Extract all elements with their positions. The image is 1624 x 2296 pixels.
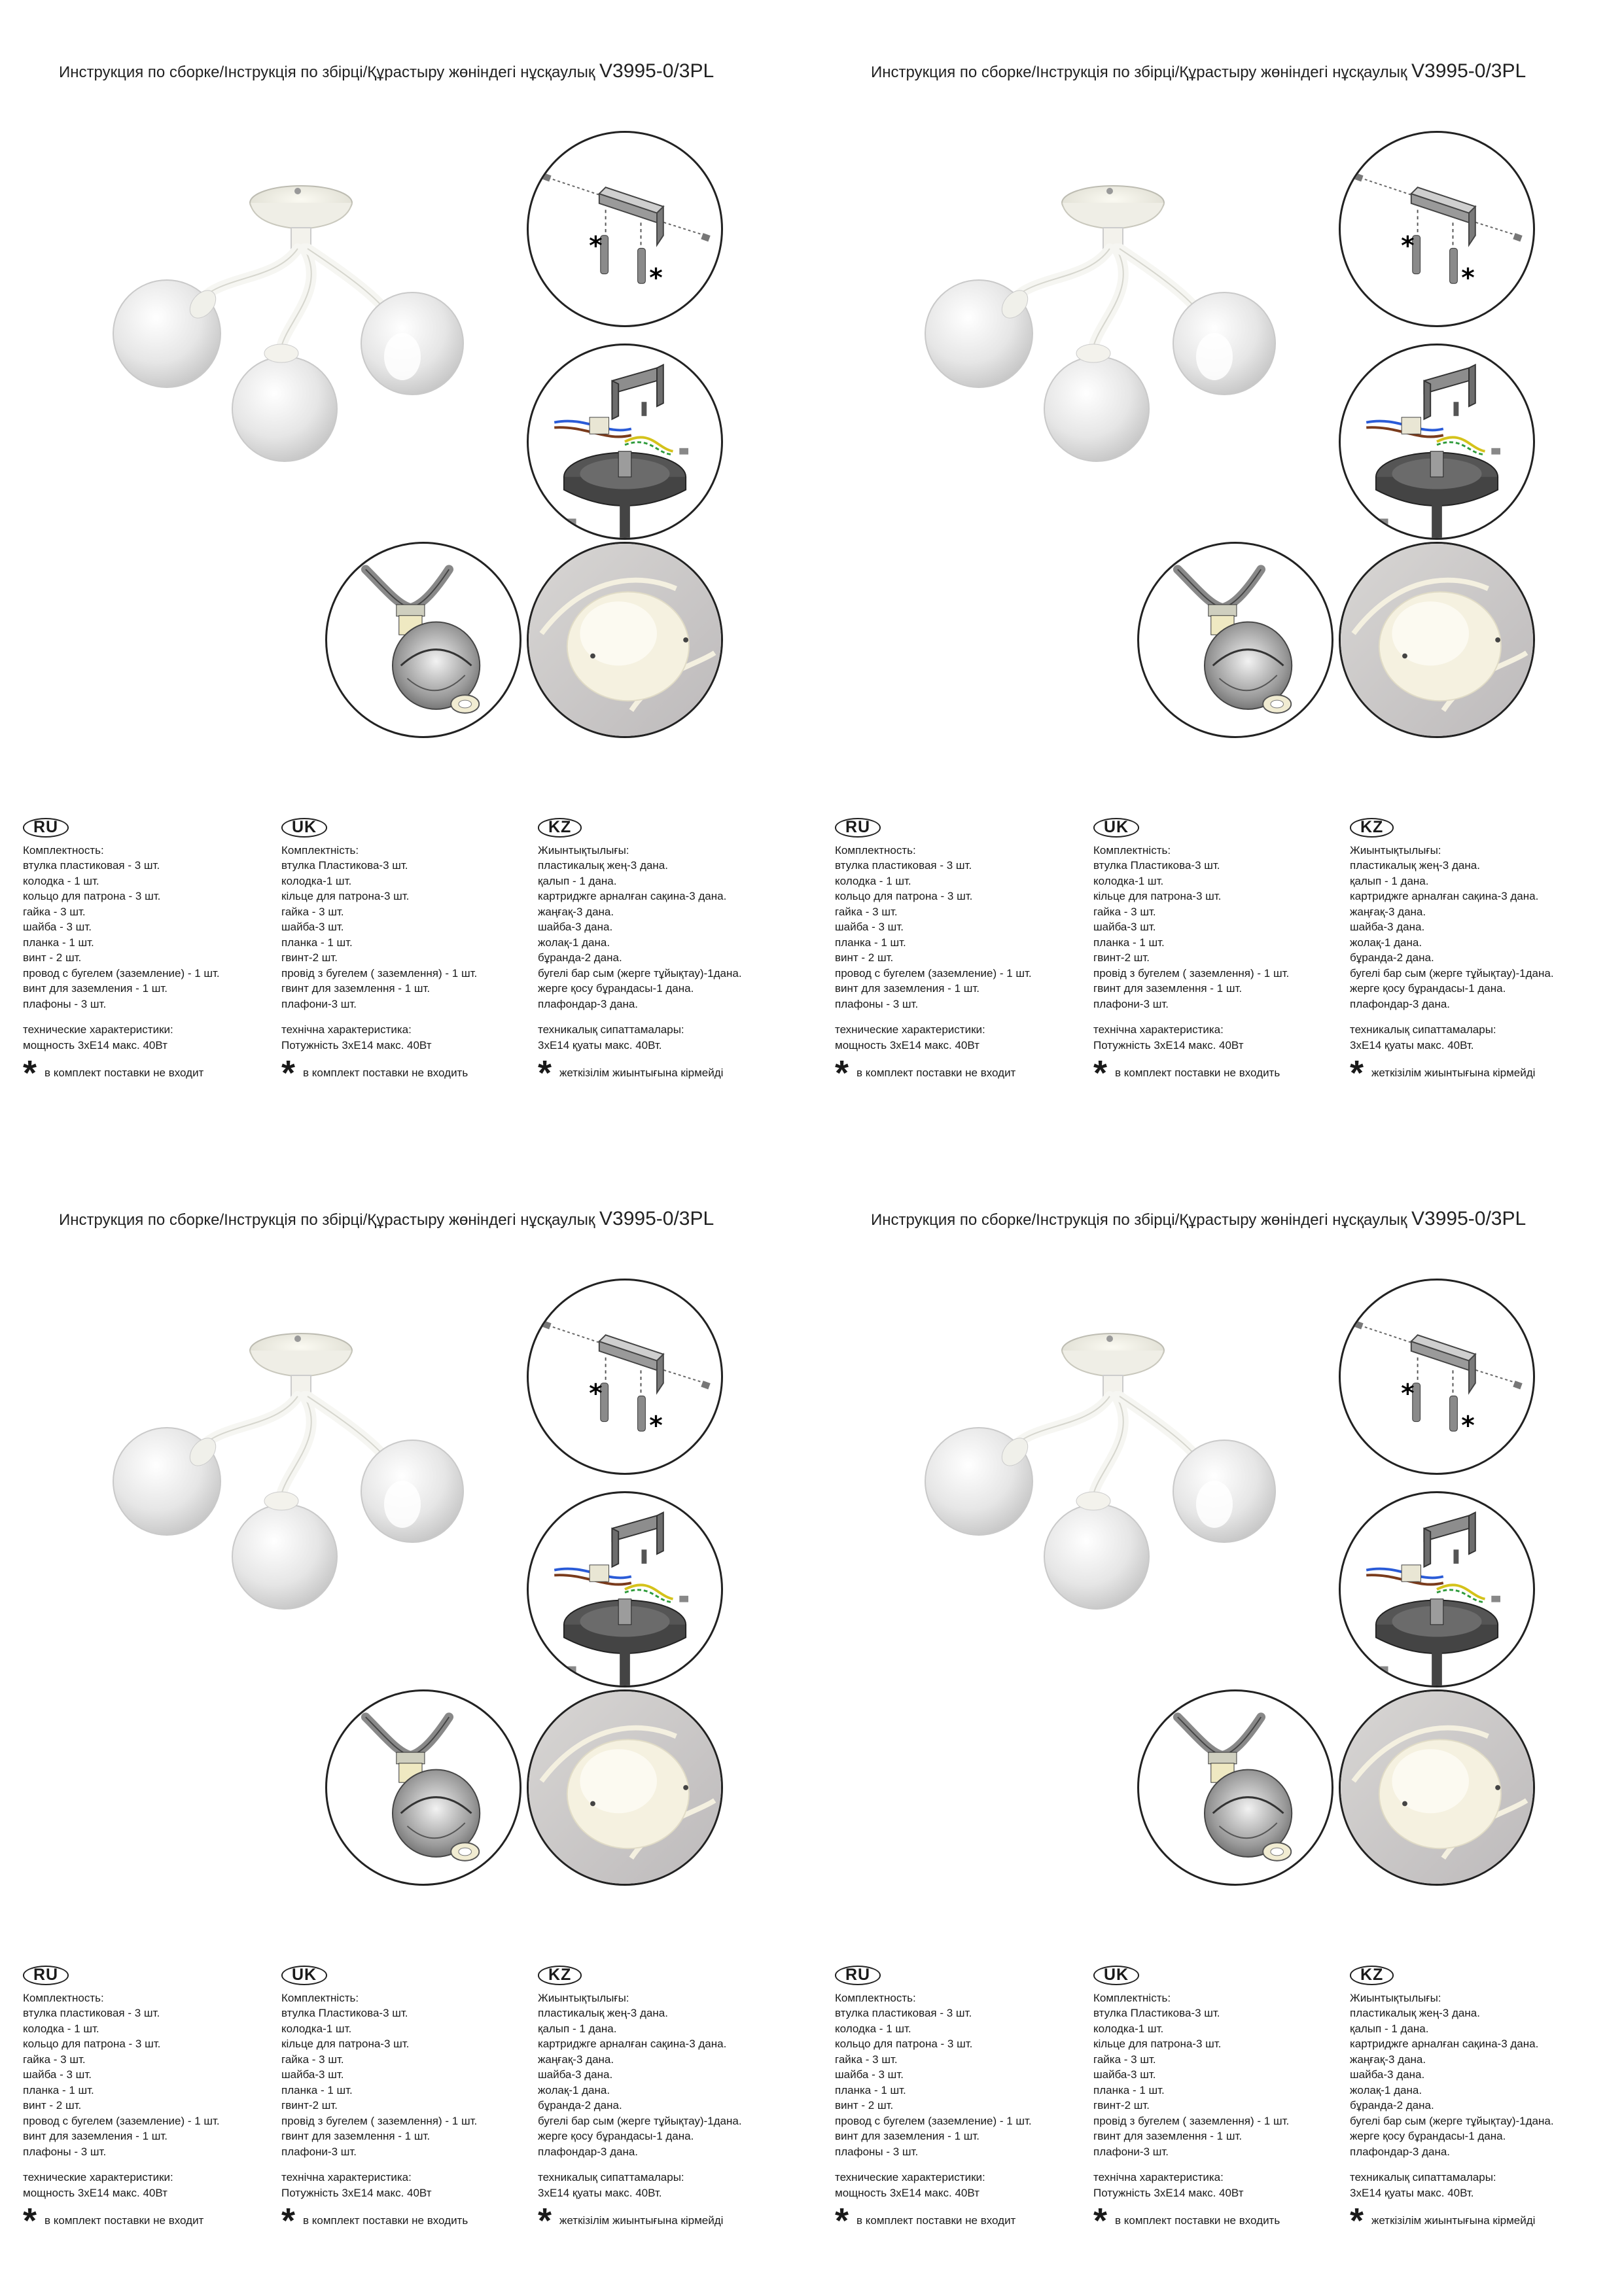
list-item: винт - 2 шт. [835,951,894,964]
specs-label: технічна характеристика: [281,2171,412,2183]
list-item: шайба - 3 шт. [835,2068,904,2081]
list-item: гайка - 3 шт. [281,2053,344,2066]
list-item: кільце для патрона-3 шт. [281,2038,410,2050]
list-item: бугелі бар сым (жерге тұйықтау)-1дана. [1350,2114,1554,2127]
list-item: жолақ-1 дана. [1350,2083,1422,2096]
list-item: бұранда-2 дана. [538,951,622,964]
mounting-bar-diagram [529,1280,721,1473]
list-item: бугелі бар сым (жерге тұйықтау)-1дана. [538,966,742,980]
list-item: гайка - 3 шт. [23,2053,86,2066]
list-item: винт - 2 шт. [23,2099,82,2111]
chandelier-illustration [105,177,491,478]
list-item: гвинт для заземлення - 1 шт. [1093,982,1243,995]
kit-list [281,2005,556,2159]
list-item: шайба - 3 шт. [835,921,904,933]
lang-badge: KZ [1350,818,1394,838]
kit-heading: Жиынтықтылығы: [1350,843,1441,857]
kit-list [1093,2005,1368,2159]
title-text: Инструкция по сборке/Інструкція по збірці/Құрастыру жөніндегі нұсқаулық [871,1211,1412,1229]
lang-badge: UK [281,1966,327,1985]
list-item: втулка Пластикова-3 шт. [281,859,408,872]
list-item: гвинт-2 шт. [1093,2099,1150,2111]
model-number: V3995-0/3PL [599,1208,715,1229]
shade-assembly-diagram [1139,1691,1332,1884]
list-item: плафони-3 шт. [1093,2145,1169,2158]
lang-badge: UK [1093,818,1139,838]
not-included-note [1350,2201,1624,2240]
list-item: планка - 1 шт. [281,936,353,949]
note-text: жеткізілім жиынтығына кірмейді [559,1067,724,1080]
list-item: планка - 1 шт. [835,936,906,949]
star-mark: * [23,1053,37,1093]
list-item: планка - 1 шт. [23,936,94,949]
list-item: плафони-3 шт. [1093,997,1169,1010]
kit-heading: Жиынтықтылығы: [538,843,629,857]
note-text: в комплект поставки не входит [856,2214,1016,2227]
list-item: планка - 1 шт. [23,2083,94,2096]
list-item: жаңғақ-3 дана. [1350,905,1426,918]
mounting-bar-diagram [1341,133,1533,325]
lang-badge: KZ [1350,1966,1394,1985]
list-item: шайба-3 дана. [1350,2068,1425,2081]
list-item: бұранда-2 дана. [1350,2099,1434,2111]
list-item: қалып - 1 дана. [538,2022,617,2035]
star-mark: * [649,1411,663,1441]
mounting-bar-diagram [1341,1280,1533,1473]
list-item: бугелі бар сым (жерге тұйықтау)-1дана. [1350,966,1554,980]
shade-assembly-diagram [327,544,520,736]
lang-column-ru [835,818,1110,1093]
list-item: шайба-3 шт. [1093,2068,1156,2081]
list-item: плафони-3 шт. [281,2145,357,2158]
not-included-note [23,1053,298,1093]
kit-list [538,2005,813,2159]
star-mark: * [1461,1411,1475,1441]
star-mark: * [1350,1053,1364,1093]
specs-label: технические характеристики: [835,1023,985,1036]
step-mounting-bar-circle [527,1279,723,1475]
model-number: V3995-0/3PL [1411,1208,1527,1229]
list-item: планка - 1 шт. [1093,2083,1165,2096]
star-mark: * [1093,2201,1108,2240]
not-included-note [1350,1053,1624,1093]
instruction-title [871,60,1526,82]
step-shade-circle [1137,542,1333,738]
list-item: жерге қосу бұрандасы-1 дана. [538,982,694,995]
list-item: жолақ-1 дана. [538,2083,610,2096]
list-item: кольцо для патрона - 3 шт. [23,2038,161,2050]
list-item: шайба-3 дана. [538,921,613,933]
lang-column-kz [538,1966,813,2240]
step-shade-circle [325,1689,521,1886]
chandelier-illustration [917,177,1303,478]
not-included-note [538,1053,813,1093]
specs-label: техникалық сипаттамалары: [538,1023,684,1036]
list-item: пластикалық жең-3 дана. [538,2007,668,2019]
list-item: втулка пластиковая - 3 шт. [835,2007,972,2019]
chandelier-illustration [105,1324,491,1625]
list-item: колодка - 1 шт. [835,2022,911,2035]
list-item: планка - 1 шт. [281,2083,353,2096]
list-item: втулка Пластикова-3 шт. [1093,859,1220,872]
step-photo-circle [1339,542,1535,738]
kit-list [1093,858,1368,1012]
note-text: в комплект поставки не входить [1115,2214,1280,2227]
step-wiring-circle [1339,1491,1535,1687]
kit-heading: Жиынтықтылығы: [538,1991,629,2004]
kit-list [835,858,1110,1012]
star-mark: * [281,2201,296,2240]
list-item: колодка - 1 шт. [835,874,911,887]
specs-label: техникалық сипаттамалары: [1350,1023,1496,1036]
chandelier-illustration [917,1324,1303,1625]
kit-list [538,858,813,1012]
list-item: провід з бугелем ( заземлення) - 1 шт. [1093,966,1290,980]
list-item: винт для заземления - 1 шт. [835,982,980,995]
step-wiring-circle [527,344,723,540]
list-item: колодка-1 шт. [281,874,352,887]
kit-heading: Комплектность: [23,843,104,857]
star-mark: * [589,232,603,262]
specs-label: технические характеристики: [23,2171,173,2183]
list-item: бугелі бар сым (жерге тұйықтау)-1дана. [538,2114,742,2127]
list-item: жаңғақ-3 дана. [1350,2053,1426,2066]
list-item: плафондар-3 дана. [1350,2145,1451,2158]
step-photo-circle [1339,1689,1535,1886]
list-item: пластикалық жең-3 дана. [1350,859,1480,872]
specs-value: Потужність 3хЕ14 макс. 40Вт [281,1038,432,1051]
specs-value: мощность 3хЕ14 макс. 40Вт [23,1038,168,1051]
list-item: втулка Пластикова-3 шт. [1093,2007,1220,2019]
lang-column-uk [1093,818,1368,1093]
kit-list [281,858,556,1012]
step-shade-circle [1137,1689,1333,1886]
specs-label: техникалық сипаттамалары: [538,2171,684,2183]
title-text: Инструкция по сборке/Інструкція по збірці/Құрастыру жөніндегі нұсқаулық [871,63,1412,81]
list-item: плафоны - 3 шт. [23,2145,107,2158]
list-item: втулка пластиковая - 3 шт. [835,859,972,872]
list-item: колодка-1 шт. [281,2022,352,2035]
canopy-photo [1341,1691,1533,1884]
specs-value: Потужність 3хЕ14 макс. 40Вт [281,2186,432,2199]
list-item: жерге қосу бұрандасы-1 дана. [1350,982,1506,995]
not-included-note [538,2201,813,2240]
list-item: провід з бугелем ( заземлення) - 1 шт. [1093,2114,1290,2127]
model-number: V3995-0/3PL [599,60,715,82]
kit-list [835,2005,1110,2159]
list-item: жерге қосу бұрандасы-1 дана. [538,2130,694,2142]
list-item: провід з бугелем ( заземлення) - 1 шт. [281,2114,478,2127]
star-mark: * [1401,1379,1415,1409]
list-item: провод с бугелем (заземление) - 1 шт. [23,966,220,980]
lang-column-ru [23,1966,298,2240]
kit-heading: Комплектность: [835,1991,916,2004]
specs-value: Потужність 3хЕ14 макс. 40Вт [1093,2186,1244,2199]
list-item: планка - 1 шт. [835,2083,906,2096]
instruction-sheet-3 [0,1148,812,2295]
lang-column-uk [1093,1966,1368,2240]
list-item: винт - 2 шт. [23,951,82,964]
note-text: в комплект поставки не входить [303,2214,468,2227]
specs-label: технические характеристики: [23,1023,173,1036]
specs-value: 3хЕ14 қуаты макс. 40Вт. [1350,2186,1474,2199]
star-mark: * [835,2201,849,2240]
list-item: гвинт-2 шт. [281,2099,338,2111]
list-item: плафондар-3 дана. [1350,997,1451,1010]
note-text: жеткізілім жиынтығына кірмейді [1371,2214,1536,2227]
list-item: картриджге арналған сақина-3 дана. [1350,2038,1539,2050]
list-item: плафоны - 3 шт. [835,2145,919,2158]
lang-badge: RU [835,1966,881,1985]
lang-column-kz [1350,1966,1624,2240]
step-mounting-bar-circle [1339,131,1535,327]
list-item: бұранда-2 дана. [538,2099,622,2111]
mounting-bar-diagram [529,133,721,325]
list-item: шайба - 3 шт. [23,921,92,933]
star-mark: * [835,1053,849,1093]
not-included-note [835,2201,1110,2240]
lang-column-ru [23,818,298,1093]
lang-badge: UK [1093,1966,1139,1985]
list-item: пластикалық жең-3 дана. [1350,2007,1480,2019]
instruction-title [59,60,714,82]
star-mark: * [1093,1053,1108,1093]
model-number: V3995-0/3PL [1411,60,1527,82]
list-item: провод с бугелем (заземление) - 1 шт. [23,2114,220,2127]
kit-list [23,858,298,1012]
wiring-diagram [1341,1493,1533,1686]
list-item: колодка-1 шт. [1093,874,1164,887]
step-mounting-bar-circle [1339,1279,1535,1475]
instruction-sheet-2 [812,0,1624,1148]
list-item: жолақ-1 дана. [1350,936,1422,949]
canopy-photo [529,544,721,736]
not-included-note [281,2201,556,2240]
star-mark: * [23,2201,37,2240]
lang-badge: KZ [538,1966,582,1985]
lang-column-uk [281,818,556,1093]
lang-column-kz [538,818,813,1093]
note-text: жеткізілім жиынтығына кірмейді [1371,1067,1536,1080]
list-item: картриджге арналған сақина-3 дана. [538,2038,727,2050]
list-item: плафондар-3 дана. [538,997,639,1010]
kit-list [1350,858,1624,1012]
kit-heading: Комплектність: [1093,843,1171,857]
list-item: гвинт-2 шт. [281,951,338,964]
not-included-note [1093,2201,1368,2240]
kit-heading: Комплектність: [281,843,359,857]
star-mark: * [538,1053,552,1093]
specs-value: Потужність 3хЕ14 макс. 40Вт [1093,1038,1244,1051]
list-item: гайка - 3 шт. [835,2053,898,2066]
step-wiring-circle [1339,344,1535,540]
instruction-title [871,1208,1526,1230]
list-item: втулка пластиковая - 3 шт. [23,859,160,872]
kit-heading: Комплектність: [1093,1991,1171,2004]
star-mark: * [1350,2201,1364,2240]
instruction-sheet-1 [0,0,812,1148]
specs-label: технические характеристики: [835,2171,985,2183]
note-text: в комплект поставки не входить [303,1067,468,1080]
list-item: провід з бугелем ( заземлення) - 1 шт. [281,966,478,980]
star-mark: * [649,264,663,294]
instruction-sheet-4 [812,1148,1624,2295]
list-item: плафоны - 3 шт. [835,997,919,1010]
lang-column-kz [1350,818,1624,1093]
list-item: плафондар-3 дана. [538,2145,639,2158]
specs-value: 3хЕ14 қуаты макс. 40Вт. [1350,1038,1474,1051]
list-item: гайка - 3 шт. [281,905,344,918]
list-item: жерге қосу бұрандасы-1 дана. [1350,2130,1506,2142]
kit-heading: Комплектность: [23,1991,104,2004]
list-item: колодка-1 шт. [1093,2022,1164,2035]
step-shade-circle [325,542,521,738]
kit-heading: Комплектність: [281,1991,359,2004]
list-item: гвинт-2 шт. [1093,951,1150,964]
canopy-photo [529,1691,721,1884]
list-item: шайба-3 дана. [538,2068,613,2081]
list-item: гайка - 3 шт. [1093,2053,1156,2066]
not-included-note [23,2201,298,2240]
list-item: кільце для патрона-3 шт. [281,890,410,902]
list-item: кільце для патрона-3 шт. [1093,2038,1222,2050]
note-text: в комплект поставки не входит [44,2214,204,2227]
kit-heading: Комплектность: [835,843,916,857]
kit-list [1350,2005,1624,2159]
step-photo-circle [527,542,723,738]
list-item: жолақ-1 дана. [538,936,610,949]
list-item: колодка - 1 шт. [23,874,99,887]
list-item: шайба-3 дана. [1350,921,1425,933]
star-mark: * [1461,264,1475,294]
list-item: гвинт для заземлення - 1 шт. [281,982,431,995]
list-item: колодка - 1 шт. [23,2022,99,2035]
specs-value: мощность 3хЕ14 макс. 40Вт [835,2186,980,2199]
step-wiring-circle [527,1491,723,1687]
list-item: планка - 1 шт. [1093,936,1165,949]
list-item: шайба-3 шт. [1093,921,1156,933]
star-mark: * [1401,232,1415,262]
list-item: кольцо для патрона - 3 шт. [835,2038,973,2050]
star-mark: * [589,1379,603,1409]
step-photo-circle [527,1689,723,1886]
list-item: втулка Пластикова-3 шт. [281,2007,408,2019]
specs-value: 3хЕ14 қуаты макс. 40Вт. [538,2186,662,2199]
not-included-note [281,1053,556,1093]
list-item: плафоны - 3 шт. [23,997,107,1010]
step-mounting-bar-circle [527,131,723,327]
list-item: винт - 2 шт. [835,2099,894,2111]
list-item: провод с бугелем (заземление) - 1 шт. [835,2114,1032,2127]
lang-badge: RU [23,1966,69,1985]
list-item: гайка - 3 шт. [835,905,898,918]
lang-badge: KZ [538,818,582,838]
list-item: шайба-3 шт. [281,921,344,933]
title-text: Инструкция по сборке/Інструкція по збірці/Құрастыру жөніндегі нұсқаулық [59,63,600,81]
specs-value: 3хЕ14 қуаты макс. 40Вт. [538,1038,662,1051]
specs-label: технічна характеристика: [1093,2171,1224,2183]
list-item: винт для заземления - 1 шт. [835,2130,980,2142]
note-text: в комплект поставки не входит [44,1067,204,1080]
list-item: картриджге арналған сақина-3 дана. [538,890,727,902]
list-item: винт для заземления - 1 шт. [23,2130,168,2142]
list-item: қалып - 1 дана. [538,874,617,887]
title-text: Инструкция по сборке/Інструкція по збірці/Құрастыру жөніндегі нұсқаулық [59,1211,600,1229]
list-item: кільце для патрона-3 шт. [1093,890,1222,902]
specs-label: технічна характеристика: [1093,1023,1224,1036]
star-mark: * [281,1053,296,1093]
shade-assembly-diagram [1139,544,1332,736]
specs-value: мощность 3хЕ14 макс. 40Вт [23,2186,168,2199]
lang-badge: UK [281,818,327,838]
star-mark: * [538,2201,552,2240]
specs-value: мощность 3хЕ14 макс. 40Вт [835,1038,980,1051]
list-item: картриджге арналған сақина-3 дана. [1350,890,1539,902]
list-item: бұранда-2 дана. [1350,951,1434,964]
not-included-note [835,1053,1110,1093]
shade-assembly-diagram [327,1691,520,1884]
lang-badge: RU [835,818,881,838]
specs-label: техникалық сипаттамалары: [1350,2171,1496,2183]
list-item: гвинт для заземлення - 1 шт. [281,2130,431,2142]
kit-heading: Жиынтықтылығы: [1350,1991,1441,2004]
not-included-note [1093,1053,1368,1093]
list-item: кольцо для патрона - 3 шт. [23,890,161,902]
note-text: в комплект поставки не входит [856,1067,1016,1080]
lang-badge: RU [23,818,69,838]
note-text: жеткізілім жиынтығына кірмейді [559,2214,724,2227]
list-item: винт для заземления - 1 шт. [23,982,168,995]
list-item: қалып - 1 дана. [1350,2022,1429,2035]
specs-label: технічна характеристика: [281,1023,412,1036]
list-item: қалып - 1 дана. [1350,874,1429,887]
list-item: жаңғақ-3 дана. [538,905,614,918]
kit-list [23,2005,298,2159]
list-item: провод с бугелем (заземление) - 1 шт. [835,966,1032,980]
instruction-title [59,1208,714,1230]
list-item: плафони-3 шт. [281,997,357,1010]
lang-column-ru [835,1966,1110,2240]
note-text: в комплект поставки не входить [1115,1067,1280,1080]
list-item: гайка - 3 шт. [1093,905,1156,918]
canopy-photo [1341,544,1533,736]
list-item: шайба-3 шт. [281,2068,344,2081]
lang-column-uk [281,1966,556,2240]
list-item: втулка пластиковая - 3 шт. [23,2007,160,2019]
list-item: жаңғақ-3 дана. [538,2053,614,2066]
wiring-diagram [529,1493,721,1686]
list-item: пластикалық жең-3 дана. [538,859,668,872]
list-item: гайка - 3 шт. [23,905,86,918]
list-item: кольцо для патрона - 3 шт. [835,890,973,902]
list-item: гвинт для заземлення - 1 шт. [1093,2130,1243,2142]
wiring-diagram [529,345,721,538]
wiring-diagram [1341,345,1533,538]
list-item: шайба - 3 шт. [23,2068,92,2081]
